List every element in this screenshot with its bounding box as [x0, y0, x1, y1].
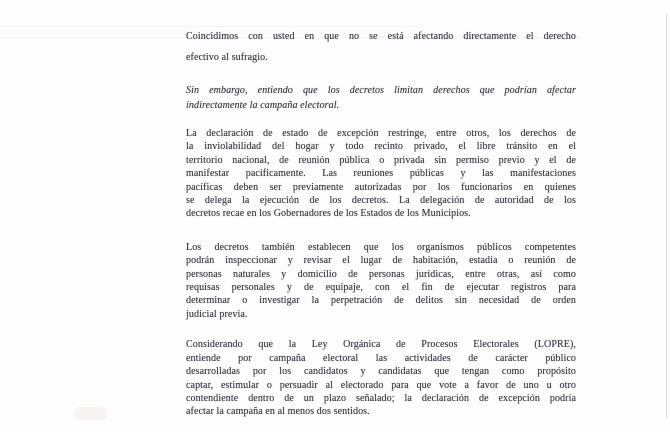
- paragraph-p3: [186, 127, 576, 221]
- text-line: efectivo al sufragio.: [186, 51, 268, 63]
- text-line: entiende por campaña electoral las actividades de carácter público: [186, 352, 576, 364]
- text-line: se delega la ejecución de los decretos. La delegación de autoridad de los: [186, 195, 576, 207]
- text-line: desarrolladas por los candidatos y candidatas que tengan como propósito: [186, 366, 576, 378]
- scan-edge-line: [666, 14, 667, 418]
- text-line: judicial previa.: [186, 308, 248, 320]
- text-line: requisas personales y de equipaje, con el fin de ejecutar registros para: [186, 282, 576, 294]
- text-line: contendiente dentro de un plazo señalado; la declaración de excepción podría: [186, 392, 576, 404]
- text-line: Los decretos también establecen que los organismos públicos competentes: [186, 241, 576, 253]
- text-line: determinar o investigar la perpetración de delitos sin necesidad de orden: [186, 295, 576, 307]
- paragraph-p4: [186, 241, 576, 321]
- text-line: Coincidimos con usted en que no se está afectando directamente el derecho: [186, 31, 576, 42]
- text-line: indirectamente la campaña electoral.: [186, 100, 340, 111]
- scan-smudge: [74, 407, 108, 420]
- text-line: Sin embargo, entiendo que los decretos limitan derechos que podrían afectar: [186, 85, 576, 96]
- paragraph-p2: [186, 83, 576, 113]
- text-line: captar, estimular o persuadir al electorado para que vote a favor de uno u otro: [186, 379, 576, 391]
- text-line: Considerando que la Ley Orgánica de Procesos Electorales (LOPRE),: [186, 339, 576, 351]
- text-line: afectar la campaña en al menos dos sentidos.: [186, 406, 370, 418]
- text-line: territorio nacional, de reunión pública o privada sin permiso previo y el de: [186, 154, 576, 166]
- paragraph-p1: [186, 27, 576, 68]
- text-line: pacíficas deben ser previamente autorizadas por los funcionarios en quienes: [186, 181, 576, 193]
- text-line: la inviolabilidad del hogar y todo recinto privado, el libre tránsito en el: [186, 141, 576, 153]
- text-line: decretos recae en los Gobernadores de los Estados de los Municipios.: [186, 208, 471, 220]
- text-line: personas naturales y domicilio de personas jurídicas, entre otras, así como: [186, 268, 576, 280]
- text-line: podrán inspeccionar y revisar el lugar de habitación, estadía o reunión de: [186, 255, 576, 267]
- text-line: manifestar pacíficamente. Las reuniones públicas y las manifestaciones: [186, 168, 576, 180]
- text-line: La declaración de estado de excepción restringe, entre otros, los derechos de: [186, 128, 576, 139]
- paragraph-p5: [186, 338, 576, 418]
- letter-body: [186, 0, 576, 419]
